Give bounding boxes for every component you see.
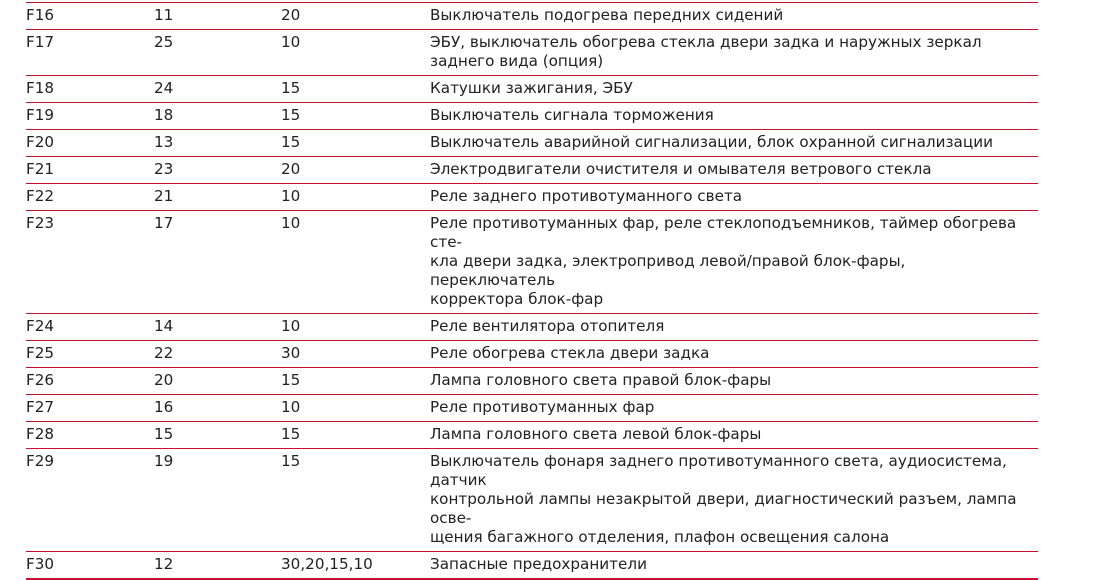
slot-number-cell: 15 (154, 425, 174, 443)
fuse-number-cell: F21 (26, 160, 55, 178)
slot-number-cell: 11 (154, 6, 174, 24)
slot-number-cell: 22 (154, 344, 174, 362)
slot-number-cell: 14 (154, 317, 174, 335)
slot-number-cell: 13 (154, 133, 174, 151)
fuse-number-cell: F25 (26, 344, 55, 362)
amperage-cell: 30,20,15,10 (281, 555, 373, 573)
table-row (26, 314, 1038, 341)
amperage-cell: 15 (281, 425, 301, 443)
table-row (26, 422, 1038, 449)
table-row (26, 184, 1038, 211)
table-row (26, 395, 1038, 422)
slot-number-cell: 18 (154, 106, 174, 124)
slot-number-cell: 20 (154, 371, 174, 389)
amperage-cell: 15 (281, 133, 301, 151)
amperage-cell: 20 (281, 6, 301, 24)
description-cell: Реле заднего противотуманного света (430, 187, 743, 205)
table-row (26, 130, 1038, 157)
fuse-table (26, 2, 1038, 580)
description-cell: Лампа головного света правой блок-фары (430, 371, 772, 389)
description-cell: Выключатель аварийной сигнализации, блок охранной сигнализации (430, 133, 993, 151)
table-row (26, 368, 1038, 395)
amperage-cell: 20 (281, 160, 301, 178)
description-cell: Реле вентилятора отопителя (430, 317, 665, 335)
amperage-cell: 10 (281, 214, 301, 232)
description-cell: Выключатель подогрева передних сидений (430, 6, 784, 24)
fuse-number-cell: F16 (26, 6, 55, 24)
fuse-number-cell: F17 (26, 33, 55, 51)
fuse-number-cell: F27 (26, 398, 55, 416)
fuse-number-cell: F19 (26, 106, 55, 124)
table-row (26, 76, 1038, 103)
description-cell: Катушки зажигания, ЭБУ (430, 79, 633, 97)
table-row (26, 157, 1038, 184)
slot-number-cell: 23 (154, 160, 174, 178)
slot-number-cell: 25 (154, 33, 174, 51)
table-row (26, 449, 1038, 552)
fuse-number-cell: F29 (26, 452, 55, 470)
table-row (26, 103, 1038, 130)
table-row (26, 211, 1038, 314)
table-row (26, 3, 1038, 30)
fuse-number-cell: F20 (26, 133, 55, 151)
table-row (26, 341, 1038, 368)
fuse-number-cell: F30 (26, 555, 55, 573)
fuse-number-cell: F26 (26, 371, 55, 389)
amperage-cell: 10 (281, 33, 301, 51)
amperage-cell: 15 (281, 452, 301, 470)
amperage-cell: 15 (281, 371, 301, 389)
fuse-number-cell: F23 (26, 214, 55, 232)
description-cell: Электродвигатели очистителя и омывателя ветрового стекла (430, 160, 932, 178)
description-cell: Выключатель сигнала торможения (430, 106, 714, 124)
slot-number-cell: 17 (154, 214, 174, 232)
description-cell: Лампа головного света левой блок-фары (430, 425, 762, 443)
slot-number-cell: 24 (154, 79, 174, 97)
amperage-cell: 15 (281, 79, 301, 97)
amperage-cell: 30 (281, 344, 301, 362)
fuse-number-cell: F24 (26, 317, 55, 335)
slot-number-cell: 12 (154, 555, 174, 573)
description-cell: Реле противотуманных фар (430, 398, 655, 416)
description-cell: Выключатель фонаря заднего противотуманного света, аудиосистема, датчик контрольной лампы незакрытой двери, диагностический разъем, лампа осве- щения багажного отделения, плафон освещения салона (430, 452, 1017, 546)
description-cell: Запасные предохранители (430, 555, 647, 573)
description-cell: Реле противотуманных фар, реле стеклоподъемников, таймер обогрева сте- кла двери задка, электропривод левой/правой блок-фары, переключатель корректора блок-фар (430, 214, 1017, 308)
fuse-number-cell: F22 (26, 187, 55, 205)
description-cell: ЭБУ, выключатель обогрева стекла двери задка и наружных зеркал заднего вида (опция) (430, 33, 982, 70)
slot-number-cell: 16 (154, 398, 174, 416)
amperage-cell: 10 (281, 317, 301, 335)
slot-number-cell: 21 (154, 187, 174, 205)
slot-number-cell: 19 (154, 452, 174, 470)
amperage-cell: 10 (281, 187, 301, 205)
fuse-number-cell: F28 (26, 425, 55, 443)
table-row (26, 552, 1038, 580)
description-cell: Реле обогрева стекла двери задка (430, 344, 710, 362)
amperage-cell: 15 (281, 106, 301, 124)
table-row (26, 30, 1038, 76)
amperage-cell: 10 (281, 398, 301, 416)
fuse-number-cell: F18 (26, 79, 55, 97)
